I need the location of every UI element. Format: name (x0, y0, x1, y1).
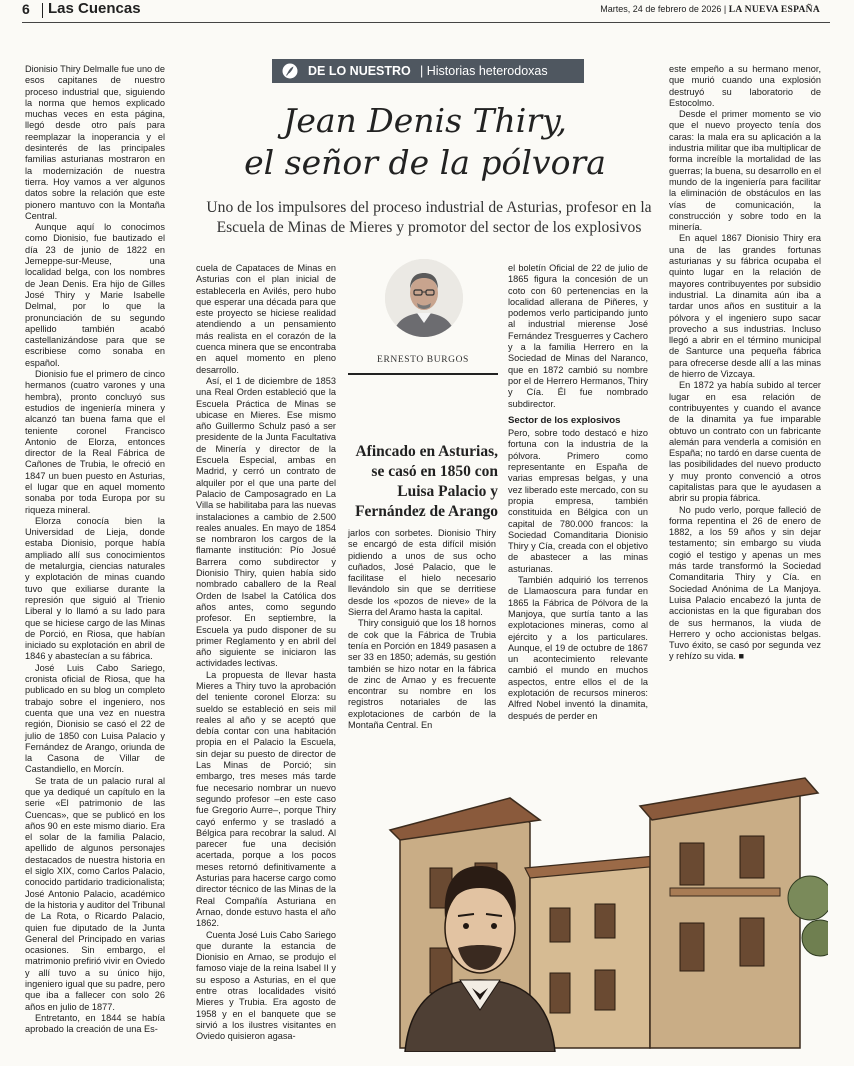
header-rule (22, 22, 830, 23)
headline (180, 100, 670, 184)
issue-date: Martes, 24 de febrero de 2026 (600, 4, 722, 14)
paragraph: Dionisio fue el primero de cinco hermanos (cuatro varones y una hembra), pronto concluyó sus estudios de ingeniería minera y alcanzó tan buena fama que el teniente coronel Francisco Antonio de Elorza, entonces director de la Real Fábrica de Cañones de Trubia, le ofreció en 1847 un buen puesto en Asturias, el lugar que en aquel momento sonaba por toda Europa por su riqueza mineral. (25, 369, 165, 515)
paragraph: En aquel 1867 Dionisio Thiry era una de las grandes fortunas asturianas y su fábrica ocupaba el quinto lugar en la relación de mayores contribuyentes por subsidio industrial. La dinamita aún iba a tardar unos años en sustituir a la pólvora y el ingeniero supo sacar provecho a sus industrias. Incluso llegó a abrir en el término municipal de Santurce una pequeña fábrica para ofrecerse desde allí a las minas de hierro de Vizcaya. (669, 233, 821, 380)
paragraph: En 1872 ya había subido al tercer lugar en esa relación de contribuyentes y cuando el avance de la dinamita ya fue imparable obtuvo un contrato con un fabricante alemán para venderla a comisión en España; no tardó en darse cuenta de las posibilidades del nuevo producto y muy pronto convenció a otros capitalistas para que le ayudasen a abrir su propia fábrica. (669, 380, 821, 504)
paragraph: También adquirió los terrenos de Llamaoscura para fundar en 1865 la Fábrica de Pólvora de la Manjoya, que surtía tanto a las explotaciones mineras, como al ejército y a los particulares. Aunque, el 19 de octubre de 1867 un acontecimiento relevante cambió el mundo en muchos aspectos, entre ellos el de la explotación de recursos mineros: Alfred Nobel inventó la dinamita, después de perder en (508, 575, 648, 721)
badge-label: DE LO NUESTRO (308, 64, 411, 78)
headline-line-2: el señor de la pólvora (244, 143, 606, 182)
article-column-2 (196, 263, 336, 1042)
article-column-4 (508, 263, 648, 722)
standfirst: Uno de los impulsores del proceso industrial de Asturias, profesor en la Escuela de Minas de Mieres y promotor del sector de los explosivos (206, 199, 652, 236)
paragraph: el boletín Oficial de 22 de julio de 1865 figura la concesión de un coto con 60 pertenencias en la localidad allerana de Piñeres, y podemos verlo participando junto al industrial mierense José Fernández Tresguerres y Cachero y a la familia Herrero en la Sociedad de Minas del Naranco, que en 1872 cambió su nombre por el de Herrero Hermanos, Thiry y Cía. Él fue nombrado subdirector. (508, 263, 648, 409)
paragraph: Así, el 1 de diciembre de 1853 una Real Orden estableció que la Escuela Práctica de Minas se ubicase en Mieres. Ese mismo año Guillermo Schulz pasó a ser presidente de la Junta Facultativa de Minería y director de la Escuela Especial, ambas en Madrid, y cerró un contrato de alquiler por el que una parte del Palacio de Camposagrado en La Villa se habilitaba para las nuevas instalaciones a cambio de 2.500 reales anuales. En mayo de 1854 se nombraron los cargos de la flamante institución: Pío Josué Barrera como subdirector y Dionisio Thiry, quien había sido nombrado caballero de la Real Orden de Isabel la Católica dos años antes, como segundo profesor. En septiembre, la Escuela ya pudo disponer de su primer Reglamento y en abril del año siguiente se iniciaron las actividades lectivas. (196, 375, 336, 669)
paragraph: cuela de Capataces de Minas en Asturias con el plan inicial de establecerla en Avilés, pero hubo que esperar una década para que este proyecto se hiciese realidad atendiendo a un pensamiento más realista en el corazón de la cuenca minera que se encontraba en aquel momento en pleno desarrollo. (196, 263, 336, 375)
quill-icon (282, 63, 298, 79)
header-date-line (600, 4, 820, 15)
paragraph: Pero, sobre todo destacó e hizo fortuna con la industria de la pólvora. Primero como representante en España de varias empresas belgas, y una vez liberado este mercado, con su propia empresa, también constituida en Bélgica con un capital de 780.000 francos: la Sociedad Comanditaria Dionisio Thiry y Cía, creada con el objetivo de abastecer a las minas asturianas. (508, 428, 648, 574)
subheading: Sector de los explosivos (508, 414, 621, 426)
paragraph: Entretanto, en 1844 se había aprobado la creación de una Es- (25, 1012, 165, 1035)
author-portrait (385, 259, 463, 337)
paragraph: jarlos con sorbetes. Dionisio Thiry se encargó de esta difícil misión pidiendo a unos de sus ocho cuñados, José Palacio, que le facilitase el hielo necesario llevándolo sin que se derritiese desde los «pozos de nieve» de la Sierra del Aramo hasta la capital. (348, 528, 496, 618)
paragraph: Aunque aquí lo conocimos como Dionisio, fue bautizado el día 23 de junio de 1822 en Jemeppe-sur-Meuse, una localidad belga, con los nombres de Jean Denis. Era hijo de Gilles José Thiry y Marie Isabelle Delmal, por lo que la pronunciación de su segundo apellido también acabó castellanizándose para que se escribiese como sonaba en español. (25, 222, 165, 368)
newspaper-name: LA NUEVA ESPAÑA (728, 5, 820, 15)
paragraph: No pudo verlo, porque falleció de forma repentina el 26 de enero de 1882, a los 59 años y sin dejar testamento; sin embargo su viuda cogió el testigo y apenas un mes más tarde transformó la Sociedad Comanditaria Thiry y Cía. en Sociedad Anónima de La Manjoya. Luisa Palacio encabezó la junta de accionistas en la que figuraban dos de sus hermanos, la viuda de Herrero y ocho accionistas belgas. Tuvo éxito, se casó por segunda vez y rehízo su vida. ■ (669, 504, 821, 662)
article-column-3 (348, 528, 496, 731)
paragraph: Dionisio Thiry Delmalle fue uno de esos capitanes de nuestro proceso industrial que, siguiendo la norma que hemos explicado muchas veces en esta página, llegó desde otro país para reemplazar la inoperancia y el desinterés de las principales familias asturianas mostraron en la modernización de nuestra tierra. Hoy vamos a ver algunos datos sobre la relación que este pionero mantuvo con la Montaña Central. (25, 64, 165, 221)
headline-line-1: Jean Denis Thiry, (283, 101, 567, 140)
palace-portrait-illustration (360, 748, 828, 1052)
author-photo (385, 259, 463, 337)
article-column-1 (25, 64, 165, 1036)
author-byline: ERNESTO BURGOS (377, 355, 469, 365)
date-separator: | (723, 4, 729, 14)
pull-quote: Afincado en Asturias, se casó en 1850 con Luisa Palacio y Fernández de Arango (355, 443, 498, 520)
section-badge (272, 59, 584, 83)
page-header (0, 0, 854, 22)
paragraph: La propuesta de llevar hasta Mieres a Thiry tuvo la aprobación del teniente coronel Elorza: su sueldo se estableció en seis mil reales al año y se aceptó que debía contar con una habitación propia en el Palacio la Escuela, sin dejar su puesto de director de Las Minas de Porció; sin embargo, tres meses más tarde fue necesario nombrar un nuevo segundo profesor –en este caso fue Gregorio Aurre–, porque Thiry cayó enfermo y se trasladó a Bélgica para recobrar la salud. Al parecer fue una decisión acertada, porque a los pocos meses retornó definitivamente a Asturias para hacerse cargo como director técnico de las Minas de la Real Compañía Asturiana en Arnao, donde estuvo hasta el año 1862. (196, 669, 336, 929)
paragraph: Elorza conocía bien la Universidad de Lieja, donde estaba Dionisio, porque había ampliado allí sus conocimientos de metalurgia, ciencias naturales y explotación de minas cuando tuvo que exiliarse durante la represión que siguió al Trienio Liberal y lo llamó a su lado para que se hiciese cargo de las Minas de Porció, en Riosa, que habían iniciado su explotación en abril de 1846 y abastecían a su fábrica. (25, 515, 165, 662)
paragraph: Desde el primer momento se vio que el nuevo proyecto tenía dos caras: la mala era su aplicación a la industria militar que iba multiplicar de forma increíble la mortalidad de las guerras; la buena, su desarrollo en el mundo de la ingeniería para facilitar la eliminación de obstáculos en las vías de comunicación, la construcción y sobre todo en la minería. (669, 109, 821, 233)
paragraph: Se trata de un palacio rural al que ya dediqué un capítulo en la serie «El patrimonio de las Cuencas», que se publicó en los años 90 en este mismo diario. Era el solar de la familia Palacio, apellido de algunos personajes destacados de nuestra historia en el siglo XIX, como Carlos Palacio, conocido partidario tradicionalista; José Antonio Palacio, académico de la historia y auditor del Tribunal de La Rota, o Ricardo Palacio, quien fue diputado de la Junta General del Principado en varias ocasiones. Sin embargo, el matrimonio prefirió vivir en Oviedo y allí tuvo a su único hijo, ingeniero igual que su padre, pero que iba a fallecer con solo 26 años en julio de 1877. (25, 775, 165, 1012)
article-column-5 (669, 64, 821, 663)
header-separator (42, 3, 43, 18)
page-number: 6 (22, 1, 30, 17)
paragraph: Thiry consiguió que los 18 hornos de cok que la Fábrica de Trubia tenía en Porción en 1849 pasasen a ser 33 en 1850; además, su gestión también se hizo notar en la fábrica de zinc de Arnao y es frecuente encontrar su nombre en los registros notariales de las explotaciones de carbón de la Montaña Central. En (348, 618, 496, 731)
byline-rule (348, 373, 498, 375)
paragraph: Cuenta José Luis Cabo Sariego que durante la estancia de Dionisio en Arnao, se produjo el famoso viaje de la reina Isabel II y su esposo a Asturias, en el que entre otras localidades visitó Mieres y Trubia. Era agosto de 1958 y en el banquete que se sirvió a los ilustres visitantes en Oviedo quisieron agasa- (196, 929, 336, 1042)
paragraph: José Luis Cabo Sariego, cronista oficial de Riosa, que ha publicado en su blog un completo trabajo sobre el ingeniero, nos cuenta que una vez en nuestra región, Dionisio se casó el 22 de julio de 1850 con Luisa Palacio y Fernández de Arango, oriunda de la Casona de Villar de Castandiello, en Morcín. (25, 662, 165, 775)
illustration (360, 748, 828, 1052)
badge-series: | Historias heterodoxas (420, 64, 548, 78)
section-name: Las Cuencas (48, 0, 141, 17)
paragraph: este empeño a su hermano menor, que murió cuando una explosión destruyó su laboratorio de Estocolmo. (669, 64, 821, 108)
